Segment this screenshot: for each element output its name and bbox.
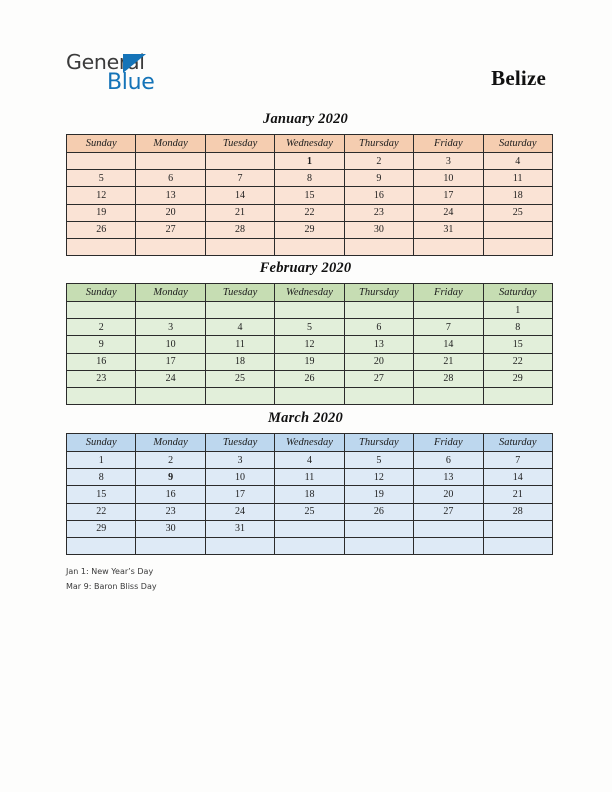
calendar-day[interactable]: 28: [205, 221, 274, 238]
calendar-week-row: [67, 370, 553, 387]
calendar-week-row: [67, 187, 553, 204]
weekday-header-row: [67, 434, 553, 452]
calendar-week-row: [67, 537, 553, 554]
calendar-day[interactable]: 15: [67, 486, 136, 503]
weekday-header-tuesday: Tuesday: [205, 434, 274, 452]
month-title: March 2020: [268, 410, 343, 426]
calendar-day[interactable]: 20: [414, 486, 483, 503]
calendar-day[interactable]: 26: [275, 370, 344, 387]
calendar-day[interactable]: 6: [414, 452, 483, 469]
weekday-header-monday: Monday: [136, 284, 205, 302]
calendar-week-row: [67, 238, 553, 255]
month-title: January 2020: [263, 111, 348, 127]
calendar-day[interactable]: 21: [483, 486, 552, 503]
calendar-day-empty: [136, 302, 205, 319]
calendar-day[interactable]: 25: [205, 370, 274, 387]
calendar-day[interactable]: 10: [205, 469, 274, 486]
calendar-day-empty: [275, 387, 344, 404]
calendar-day[interactable]: 4: [275, 452, 344, 469]
weekday-header-thursday: Thursday: [344, 434, 413, 452]
month-section-march: [66, 410, 545, 555]
calendar-day-empty: [205, 153, 274, 170]
calendar-day[interactable]: 6: [136, 170, 205, 187]
calendar-day-empty: [67, 238, 136, 255]
holiday-legend-item: Jan 1: New Year’s Day: [66, 567, 154, 576]
calendar-day-empty: [275, 537, 344, 554]
calendar-day[interactable]: 5: [275, 319, 344, 336]
holiday-legend: [66, 565, 466, 594]
calendar-day-empty: [414, 537, 483, 554]
calendar-day-empty: [67, 537, 136, 554]
calendar-day-empty: [67, 302, 136, 319]
general-blue-logo: [66, 52, 246, 100]
calendar-day[interactable]: 21: [414, 353, 483, 370]
calendar-week-row: [67, 469, 553, 486]
weekday-header-saturday: Saturday: [483, 284, 552, 302]
weekday-header-wednesday: Wednesday: [275, 135, 344, 153]
month-section-february: [66, 260, 545, 405]
calendar-day[interactable]: 27: [344, 370, 413, 387]
calendar-day[interactable]: 29: [275, 221, 344, 238]
calendar-day-holiday[interactable]: 1: [275, 153, 344, 170]
calendar-day[interactable]: 22: [275, 204, 344, 221]
logo-text-general: General: [66, 50, 145, 74]
weekday-header-saturday: Saturday: [483, 434, 552, 452]
page-header: [0, 0, 612, 110]
calendar-week-row: [67, 452, 553, 469]
weekday-header-friday: Friday: [414, 135, 483, 153]
month-section-january: [66, 111, 545, 256]
weekday-header-row: [67, 135, 553, 153]
calendar-day-empty: [344, 238, 413, 255]
calendar-day[interactable]: 24: [136, 370, 205, 387]
calendar-day[interactable]: 18: [205, 353, 274, 370]
calendar-table-february: [66, 283, 553, 405]
calendar-day[interactable]: 23: [67, 370, 136, 387]
calendar-day-empty: [275, 302, 344, 319]
calendar-day[interactable]: 13: [136, 187, 205, 204]
calendar-day[interactable]: 7: [414, 319, 483, 336]
weekday-header-sunday: Sunday: [67, 135, 136, 153]
calendar-day[interactable]: 3: [136, 319, 205, 336]
calendar-day-empty: [414, 302, 483, 319]
calendar-day[interactable]: 8: [275, 170, 344, 187]
calendar-day[interactable]: 26: [67, 221, 136, 238]
calendar-day-empty: [205, 238, 274, 255]
calendar-day-empty: [275, 238, 344, 255]
calendar-day-empty: [205, 302, 274, 319]
holiday-legend-item: Mar 9: Baron Bliss Day: [66, 581, 157, 591]
calendar-day[interactable]: 13: [344, 336, 413, 353]
calendar-day[interactable]: 11: [205, 336, 274, 353]
calendar-day[interactable]: 2: [136, 452, 205, 469]
calendar-week-row: [67, 204, 553, 221]
calendar-day-empty: [414, 520, 483, 537]
weekday-header-wednesday: Wednesday: [275, 284, 344, 302]
calendar-day[interactable]: 8: [67, 469, 136, 486]
calendar-table-march: [66, 433, 553, 555]
calendar-week-row: [67, 221, 553, 238]
weekday-header-tuesday: Tuesday: [205, 284, 274, 302]
calendar-day-empty: [136, 153, 205, 170]
calendar-day[interactable]: 25: [483, 204, 552, 221]
calendar-day[interactable]: 3: [414, 153, 483, 170]
calendar-day-empty: [483, 221, 552, 238]
calendar-body: [67, 452, 553, 555]
weekday-header-tuesday: Tuesday: [205, 135, 274, 153]
calendar-day[interactable]: 3: [205, 452, 274, 469]
calendar-day[interactable]: 22: [483, 353, 552, 370]
weekday-header-saturday: Saturday: [483, 135, 552, 153]
weekday-header-monday: Monday: [136, 434, 205, 452]
calendar-week-row: [67, 319, 553, 336]
calendar-day[interactable]: 23: [136, 503, 205, 520]
calendar-day[interactable]: 10: [414, 170, 483, 187]
calendar-day-empty: [67, 153, 136, 170]
calendar-week-row: [67, 387, 553, 404]
calendar-day-empty: [136, 238, 205, 255]
calendar-day[interactable]: 8: [483, 319, 552, 336]
calendar-day-empty: [344, 387, 413, 404]
calendar-day[interactable]: 5: [67, 170, 136, 187]
calendar-day[interactable]: 13: [414, 469, 483, 486]
weekday-header-sunday: Sunday: [67, 284, 136, 302]
calendar-day[interactable]: 28: [483, 503, 552, 520]
calendar-day[interactable]: 26: [344, 503, 413, 520]
calendar-day-holiday[interactable]: 9: [136, 469, 205, 486]
calendar-day[interactable]: 31: [414, 221, 483, 238]
calendar-day[interactable]: 21: [205, 204, 274, 221]
calendar-week-row: [67, 486, 553, 503]
calendar-day[interactable]: 18: [275, 486, 344, 503]
calendar-day[interactable]: 16: [67, 353, 136, 370]
calendar-day[interactable]: 19: [344, 486, 413, 503]
calendar-day[interactable]: 2: [67, 319, 136, 336]
calendar-day[interactable]: 1: [67, 452, 136, 469]
calendar-day[interactable]: 12: [67, 187, 136, 204]
calendar-day[interactable]: 31: [205, 520, 274, 537]
calendar-day[interactable]: 25: [275, 503, 344, 520]
calendar-day-empty: [344, 302, 413, 319]
calendar-day[interactable]: 29: [67, 520, 136, 537]
calendar-day[interactable]: 30: [344, 221, 413, 238]
calendar-day[interactable]: 17: [136, 353, 205, 370]
weekday-header-row: [67, 284, 553, 302]
calendar-day[interactable]: 23: [344, 204, 413, 221]
calendar-day[interactable]: 19: [67, 204, 136, 221]
calendar-day[interactable]: 14: [414, 336, 483, 353]
calendar-day[interactable]: 7: [483, 452, 552, 469]
calendar-week-row: [67, 302, 553, 319]
calendar-day[interactable]: 24: [414, 204, 483, 221]
calendar-day-empty: [344, 537, 413, 554]
calendar-day[interactable]: 9: [67, 336, 136, 353]
calendar-day[interactable]: 16: [136, 486, 205, 503]
calendar-day[interactable]: 12: [275, 336, 344, 353]
calendar-week-row: [67, 336, 553, 353]
calendar-day-empty: [344, 520, 413, 537]
calendar-day-empty: [483, 238, 552, 255]
calendar-day[interactable]: 30: [136, 520, 205, 537]
calendar-table-january: [66, 134, 553, 256]
calendar-day[interactable]: 5: [344, 452, 413, 469]
calendar-day[interactable]: 9: [344, 170, 413, 187]
weekday-header-monday: Monday: [136, 135, 205, 153]
calendar-day-empty: [67, 387, 136, 404]
calendar-day[interactable]: 11: [275, 469, 344, 486]
calendar-day[interactable]: 14: [483, 469, 552, 486]
calendar-day-empty: [205, 537, 274, 554]
calendar-day[interactable]: 6: [344, 319, 413, 336]
calendar-day[interactable]: 4: [205, 319, 274, 336]
calendar-day[interactable]: 15: [483, 336, 552, 353]
weekday-header-friday: Friday: [414, 284, 483, 302]
calendar-day[interactable]: 14: [205, 187, 274, 204]
calendar-day-empty: [414, 387, 483, 404]
calendar-day[interactable]: 16: [344, 187, 413, 204]
calendar-day[interactable]: 15: [275, 187, 344, 204]
calendar-day[interactable]: 12: [344, 469, 413, 486]
month-title: February 2020: [259, 260, 352, 276]
calendar-week-row: [67, 520, 553, 537]
calendar-day[interactable]: 27: [136, 221, 205, 238]
page-title: Belize: [491, 66, 546, 90]
calendar-day[interactable]: 24: [205, 503, 274, 520]
calendar-day[interactable]: 7: [205, 170, 274, 187]
calendar-week-row: [67, 503, 553, 520]
calendar-day-empty: [275, 520, 344, 537]
calendar-day[interactable]: 20: [344, 353, 413, 370]
logo-text-blue: Blue: [107, 70, 155, 95]
calendar-week-row: [67, 170, 553, 187]
calendar-day[interactable]: 11: [483, 170, 552, 187]
calendar-week-row: [67, 153, 553, 170]
calendar-day-empty: [483, 387, 552, 404]
calendar-day[interactable]: 2: [344, 153, 413, 170]
calendar-body: [67, 302, 553, 405]
calendar-day[interactable]: 10: [136, 336, 205, 353]
weekday-header-thursday: Thursday: [344, 135, 413, 153]
weekday-header-friday: Friday: [414, 434, 483, 452]
calendar-day-empty: [136, 537, 205, 554]
calendar-day[interactable]: 1: [483, 302, 552, 319]
calendar-week-row: [67, 353, 553, 370]
calendar-day-empty: [414, 238, 483, 255]
calendar-body: [67, 153, 553, 256]
weekday-header-thursday: Thursday: [344, 284, 413, 302]
weekday-header-wednesday: Wednesday: [275, 434, 344, 452]
calendar-day[interactable]: 29: [483, 370, 552, 387]
calendar-day[interactable]: 19: [275, 353, 344, 370]
calendar-day-empty: [205, 387, 274, 404]
calendar-day[interactable]: 28: [414, 370, 483, 387]
weekday-header-sunday: Sunday: [67, 434, 136, 452]
calendar-day[interactable]: 17: [205, 486, 274, 503]
calendar-day[interactable]: 18: [483, 187, 552, 204]
calendar-day-empty: [483, 520, 552, 537]
calendar-day[interactable]: 22: [67, 503, 136, 520]
calendar-day[interactable]: 27: [414, 503, 483, 520]
calendar-day[interactable]: 4: [483, 153, 552, 170]
calendar-day[interactable]: 17: [414, 187, 483, 204]
calendar-day-empty: [136, 387, 205, 404]
calendar-day[interactable]: 20: [136, 204, 205, 221]
calendar-day-empty: [483, 537, 552, 554]
